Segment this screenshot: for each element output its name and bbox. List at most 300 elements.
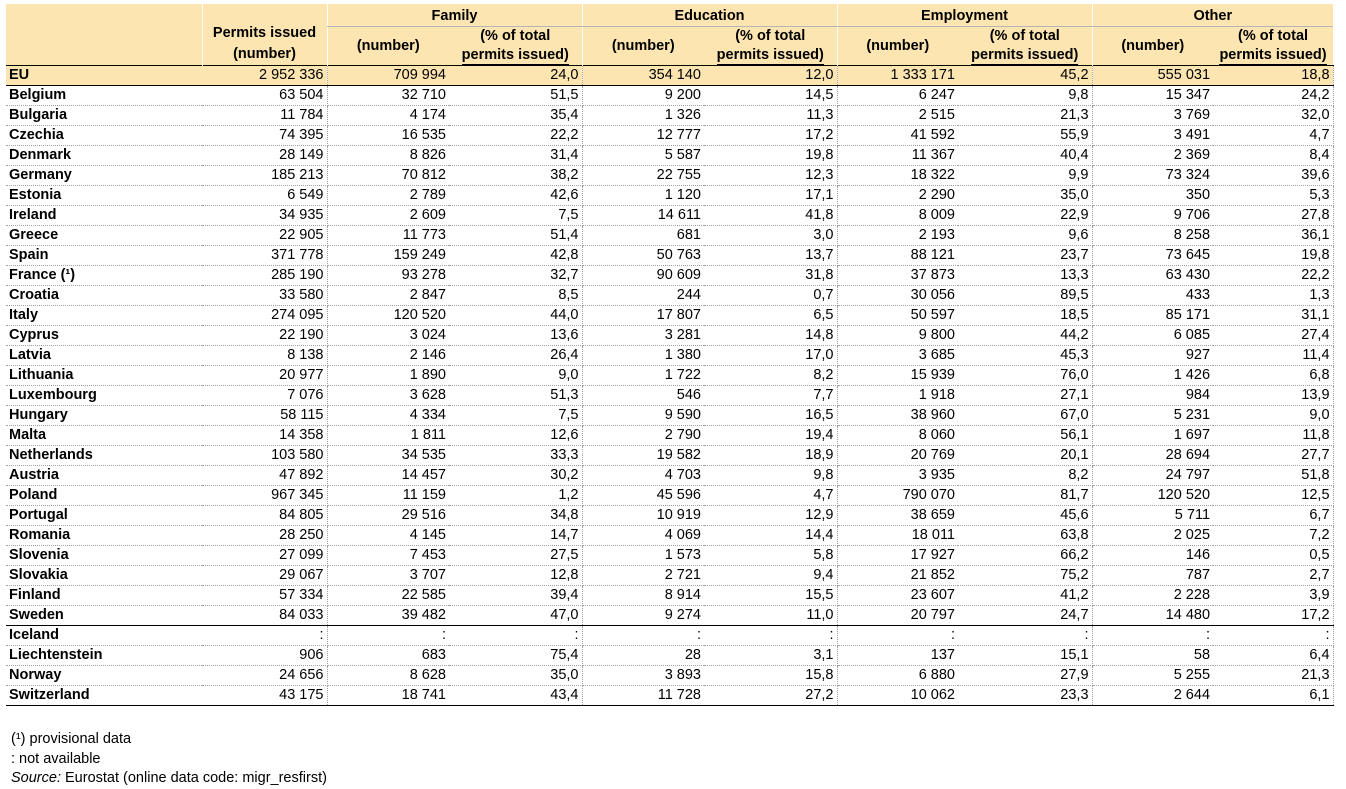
table-cell: 790 070 (837, 486, 958, 506)
table-cell: 433 (1092, 286, 1213, 306)
table-cell: 2 025 (1092, 526, 1213, 546)
table-row (6, 506, 1333, 526)
note-source (11, 769, 327, 789)
table-cell: 2 644 (1092, 686, 1213, 706)
table-cell: 709 994 (327, 66, 449, 86)
row-country-name: Hungary (6, 406, 202, 426)
table-cell: 74 395 (202, 126, 327, 146)
table-cell: 2 146 (327, 346, 449, 366)
table-row (6, 326, 1333, 346)
table-row (6, 346, 1333, 366)
table-cell: 8 009 (837, 206, 958, 226)
table-cell: 1,3 (1213, 286, 1333, 306)
table-cell: 41,8 (704, 206, 837, 226)
table-cell: 33 580 (202, 286, 327, 306)
residence-permits-table (6, 4, 1334, 706)
table-cell: 285 190 (202, 266, 327, 286)
table-cell: 2 193 (837, 226, 958, 246)
table-cell: 58 (1092, 646, 1213, 666)
row-country-name: Germany (6, 166, 202, 186)
table-cell: 27,1 (958, 386, 1092, 406)
table-cell: 24 656 (202, 666, 327, 686)
table-cell: 22 190 (202, 326, 327, 346)
table-cell: 11 773 (327, 226, 449, 246)
table-row (6, 226, 1333, 246)
table-cell: 3 893 (582, 666, 704, 686)
table-cell: 21,3 (958, 106, 1092, 126)
table-cell: 36,1 (1213, 226, 1333, 246)
table-row (6, 166, 1333, 186)
table-cell: 27,2 (704, 686, 837, 706)
table-cell: 39,4 (449, 586, 582, 606)
table-cell: 683 (327, 646, 449, 666)
table-cell: 45 596 (582, 486, 704, 506)
table-row (6, 286, 1333, 306)
table-body (6, 66, 1333, 706)
table-cell: 20 797 (837, 606, 958, 626)
table-cell: 34 535 (327, 446, 449, 466)
table-cell: 2 515 (837, 106, 958, 126)
table-cell: 20,1 (958, 446, 1092, 466)
table-cell: 8 138 (202, 346, 327, 366)
table-cell: 32,7 (449, 266, 582, 286)
table-cell: 28 149 (202, 146, 327, 166)
table-cell: 39,6 (1213, 166, 1333, 186)
header-percent: (% of total permits issued) (704, 27, 837, 66)
table-cell: 5 711 (1092, 506, 1213, 526)
table-cell: 24,0 (449, 66, 582, 86)
note-not-available: : not available (11, 750, 101, 767)
table-cell: : (1213, 626, 1333, 646)
table-cell: 8,2 (958, 466, 1092, 486)
table-cell: 51,3 (449, 386, 582, 406)
table-cell: 63 504 (202, 86, 327, 106)
table-cell: 6,7 (1213, 506, 1333, 526)
header-number: (number) (1092, 27, 1213, 66)
table-cell: 43 175 (202, 686, 327, 706)
table-row (6, 86, 1333, 106)
table-cell: 18,9 (704, 446, 837, 466)
table-row (6, 186, 1333, 206)
table-cell: 34 935 (202, 206, 327, 226)
table-row (6, 246, 1333, 266)
table-cell: 4 703 (582, 466, 704, 486)
table-row (6, 566, 1333, 586)
table-cell: 11,8 (1213, 426, 1333, 446)
table-cell: 90 609 (582, 266, 704, 286)
table-cell: 3 769 (1092, 106, 1213, 126)
table-cell: 6,8 (1213, 366, 1333, 386)
table-cell: 19 582 (582, 446, 704, 466)
table-cell: 927 (1092, 346, 1213, 366)
table-cell: 14,8 (704, 326, 837, 346)
row-country-name: Romania (6, 526, 202, 546)
table-cell: 2,7 (1213, 566, 1333, 586)
table-cell: 58 115 (202, 406, 327, 426)
table-cell: 44,0 (449, 306, 582, 326)
table-cell: 0,7 (704, 286, 837, 306)
table-cell: 354 140 (582, 66, 704, 86)
table-cell: 19,8 (1213, 246, 1333, 266)
table-cell: 7,7 (704, 386, 837, 406)
table-row (6, 586, 1333, 606)
table-cell: 4 174 (327, 106, 449, 126)
table-cell: 8 060 (837, 426, 958, 446)
table-cell: 10 919 (582, 506, 704, 526)
table-cell: 1 722 (582, 366, 704, 386)
table-cell: 15 939 (837, 366, 958, 386)
table-cell: 120 520 (327, 306, 449, 326)
table-cell: 93 278 (327, 266, 449, 286)
table-cell: : (704, 626, 837, 646)
row-country-name: Malta (6, 426, 202, 446)
row-country-name: Belgium (6, 86, 202, 106)
table-cell: 28 250 (202, 526, 327, 546)
table-cell: 12,0 (704, 66, 837, 86)
table-row (6, 406, 1333, 426)
row-country-name: Croatia (6, 286, 202, 306)
table-row (6, 646, 1333, 666)
table-cell: 27,4 (1213, 326, 1333, 346)
table-cell: 35,0 (958, 186, 1092, 206)
table-cell: 28 (582, 646, 704, 666)
table-cell: 3 935 (837, 466, 958, 486)
table-cell: 8,2 (704, 366, 837, 386)
table-cell: 35,4 (449, 106, 582, 126)
table-cell: 2 721 (582, 566, 704, 586)
table-cell: 45,6 (958, 506, 1092, 526)
table-cell: 2 369 (1092, 146, 1213, 166)
table-cell: 12,3 (704, 166, 837, 186)
table-cell: 1 426 (1092, 366, 1213, 386)
table-cell: 13,3 (958, 266, 1092, 286)
table-cell: 29 516 (327, 506, 449, 526)
table-row (6, 486, 1333, 506)
table-cell: 1 890 (327, 366, 449, 386)
header-permits-issued: Permits issued (number) (202, 4, 327, 66)
table-cell: 1 811 (327, 426, 449, 446)
table-cell: 73 324 (1092, 166, 1213, 186)
table-cell: 14,4 (704, 526, 837, 546)
table-cell: 35,0 (449, 666, 582, 686)
table-cell: 73 645 (1092, 246, 1213, 266)
table-cell: 9 274 (582, 606, 704, 626)
row-country-name: Czechia (6, 126, 202, 146)
table-cell: 12,9 (704, 506, 837, 526)
table-cell: 19,4 (704, 426, 837, 446)
table-cell: 76,0 (958, 366, 1092, 386)
header-corner (6, 4, 202, 66)
table-cell: 19,8 (704, 146, 837, 166)
table-cell: 1 333 171 (837, 66, 958, 86)
table-cell: 28 694 (1092, 446, 1213, 466)
table-cell: 12 777 (582, 126, 704, 146)
table-cell: 22 905 (202, 226, 327, 246)
table-cell: 8,5 (449, 286, 582, 306)
table-cell: 14 457 (327, 466, 449, 486)
table-cell: 31,1 (1213, 306, 1333, 326)
table-cell: : (327, 626, 449, 646)
table-notes (11, 730, 327, 789)
header-group-education: Education (582, 4, 837, 27)
table-cell: 8 628 (327, 666, 449, 686)
row-country-name: Finland (6, 586, 202, 606)
table-cell: 17,1 (704, 186, 837, 206)
table-cell: 6 880 (837, 666, 958, 686)
table-cell: 1 697 (1092, 426, 1213, 446)
row-country-name: Slovakia (6, 566, 202, 586)
table-cell: 9,0 (449, 366, 582, 386)
row-country-name: Greece (6, 226, 202, 246)
table-cell: 30,2 (449, 466, 582, 486)
table-cell: 2 789 (327, 186, 449, 206)
table-cell: 50 763 (582, 246, 704, 266)
table-cell: : (582, 626, 704, 646)
table-cell: 3 628 (327, 386, 449, 406)
table-cell: 26,4 (449, 346, 582, 366)
header-number: (number) (837, 27, 958, 66)
table-cell: 11,4 (1213, 346, 1333, 366)
table-row (6, 466, 1333, 486)
table-cell: 66,2 (958, 546, 1092, 566)
table-header (6, 4, 1333, 66)
row-country-name: Norway (6, 666, 202, 686)
table-cell: 146 (1092, 546, 1213, 566)
header-percent: (% of total permits issued) (449, 27, 582, 66)
table-cell: 17,2 (704, 126, 837, 146)
table-cell: 51,4 (449, 226, 582, 246)
table-cell: 40,4 (958, 146, 1092, 166)
table-cell: 371 778 (202, 246, 327, 266)
table-cell: 17,2 (1213, 606, 1333, 626)
table-cell: 34,8 (449, 506, 582, 526)
table-cell: 24,2 (1213, 86, 1333, 106)
header-percent: (% of total permits issued) (958, 27, 1092, 66)
table-cell: 9 200 (582, 86, 704, 106)
table-cell: 84 033 (202, 606, 327, 626)
row-country-name: Lithuania (6, 366, 202, 386)
table-cell: 14 611 (582, 206, 704, 226)
table-cell: 21 852 (837, 566, 958, 586)
table-cell: 14 480 (1092, 606, 1213, 626)
row-country-name: Estonia (6, 186, 202, 206)
table-cell: 2 790 (582, 426, 704, 446)
table-cell: 13,9 (1213, 386, 1333, 406)
table-row (6, 606, 1333, 626)
table-row (6, 546, 1333, 566)
table-cell: 38,2 (449, 166, 582, 186)
table-cell: 6,5 (704, 306, 837, 326)
table-cell: 11,3 (704, 106, 837, 126)
table-cell: 2 952 336 (202, 66, 327, 86)
table-cell: 32 710 (327, 86, 449, 106)
table-cell: 6 085 (1092, 326, 1213, 346)
table-row (6, 666, 1333, 686)
row-country-name: Netherlands (6, 446, 202, 466)
table-cell: 7,2 (1213, 526, 1333, 546)
table-cell: 13,6 (449, 326, 582, 346)
table-cell: 47,0 (449, 606, 582, 626)
row-country-name: France (¹) (6, 266, 202, 286)
table-cell: 22 585 (327, 586, 449, 606)
table-cell: 2 290 (837, 186, 958, 206)
table-cell: 9 706 (1092, 206, 1213, 226)
table-cell: 85 171 (1092, 306, 1213, 326)
table-cell: 63 430 (1092, 266, 1213, 286)
table-cell: 51,8 (1213, 466, 1333, 486)
table-cell: 9 590 (582, 406, 704, 426)
table-cell: 39 482 (327, 606, 449, 626)
table-cell: 4 069 (582, 526, 704, 546)
table-cell: 18 011 (837, 526, 958, 546)
table-cell: 7 453 (327, 546, 449, 566)
table-cell: 18,8 (1213, 66, 1333, 86)
table-cell: 22,2 (1213, 266, 1333, 286)
table-cell: 244 (582, 286, 704, 306)
table-cell: 22 755 (582, 166, 704, 186)
table-cell: 17,0 (704, 346, 837, 366)
table-cell: 63,8 (958, 526, 1092, 546)
source-label: Source: (11, 770, 61, 786)
table-cell: 22,9 (958, 206, 1092, 226)
table-cell: 42,6 (449, 186, 582, 206)
table-cell: 6 549 (202, 186, 327, 206)
table-cell: 8 914 (582, 586, 704, 606)
table-cell: : (449, 626, 582, 646)
table-cell: : (202, 626, 327, 646)
table-cell: 32,0 (1213, 106, 1333, 126)
table-row (6, 66, 1333, 86)
table-cell: 274 095 (202, 306, 327, 326)
table-row (6, 626, 1333, 646)
table-cell: 1 120 (582, 186, 704, 206)
table-cell: 14,5 (704, 86, 837, 106)
table-cell: 5 231 (1092, 406, 1213, 426)
table-cell: 18 322 (837, 166, 958, 186)
source-text: Eurostat (online data code: migr_resfirst) (65, 770, 327, 786)
note-provisional: (¹) provisional data (11, 731, 132, 747)
table-cell: 1 573 (582, 546, 704, 566)
table-cell: 15,1 (958, 646, 1092, 666)
table-cell: 12,8 (449, 566, 582, 586)
table-row (6, 526, 1333, 546)
table-cell: 8 258 (1092, 226, 1213, 246)
table-cell: 41 592 (837, 126, 958, 146)
table-cell: 11 367 (837, 146, 958, 166)
table-cell: 9,8 (704, 466, 837, 486)
table-row (6, 266, 1333, 286)
table-cell: 8 826 (327, 146, 449, 166)
row-country-name: Bulgaria (6, 106, 202, 126)
table-cell: 75,4 (449, 646, 582, 666)
table-cell: 0,5 (1213, 546, 1333, 566)
table-cell: 2 847 (327, 286, 449, 306)
table-cell: 12,6 (449, 426, 582, 446)
table-row (6, 206, 1333, 226)
table-cell: 350 (1092, 186, 1213, 206)
table-cell: 14 358 (202, 426, 327, 446)
table-cell: 14,7 (449, 526, 582, 546)
table-cell: 4,7 (1213, 126, 1333, 146)
table-cell: 27,5 (449, 546, 582, 566)
table-row (6, 106, 1333, 126)
table-cell: 45,2 (958, 66, 1092, 86)
table-cell: 70 812 (327, 166, 449, 186)
table-cell: 546 (582, 386, 704, 406)
table-cell: 1 380 (582, 346, 704, 366)
table-cell: 24 797 (1092, 466, 1213, 486)
table-row (6, 686, 1333, 706)
table-cell: 20 977 (202, 366, 327, 386)
row-country-name: Luxembourg (6, 386, 202, 406)
table-cell: 2 228 (1092, 586, 1213, 606)
table-cell: 43,4 (449, 686, 582, 706)
table-cell: 6 247 (837, 86, 958, 106)
row-country-name: Austria (6, 466, 202, 486)
table-cell: 27,7 (1213, 446, 1333, 466)
table-cell: 23,7 (958, 246, 1092, 266)
table-cell: 21,3 (1213, 666, 1333, 686)
table-cell: 2 609 (327, 206, 449, 226)
table-cell: 84 805 (202, 506, 327, 526)
table-cell: 3 491 (1092, 126, 1213, 146)
table-cell: 51,5 (449, 86, 582, 106)
table-cell: 9 800 (837, 326, 958, 346)
header-group-employment: Employment (837, 4, 1092, 27)
table-cell: 22,2 (449, 126, 582, 146)
table-cell: 16 535 (327, 126, 449, 146)
row-country-name: EU (6, 66, 202, 86)
table-cell: 5,8 (704, 546, 837, 566)
table-cell: 11,0 (704, 606, 837, 626)
table-cell: 24,7 (958, 606, 1092, 626)
table-cell: 15,8 (704, 666, 837, 686)
table-cell: 27,9 (958, 666, 1092, 686)
row-country-name: Sweden (6, 606, 202, 626)
row-country-name: Latvia (6, 346, 202, 366)
table-cell: 10 062 (837, 686, 958, 706)
table-row (6, 426, 1333, 446)
table-cell: 12,5 (1213, 486, 1333, 506)
table-cell: 75,2 (958, 566, 1092, 586)
row-country-name: Iceland (6, 626, 202, 646)
table-cell: 906 (202, 646, 327, 666)
table-cell: 3 707 (327, 566, 449, 586)
table-cell: 17 807 (582, 306, 704, 326)
table-cell: 9,6 (958, 226, 1092, 246)
table-row (6, 146, 1333, 166)
table-cell: 984 (1092, 386, 1213, 406)
table-cell: 17 927 (837, 546, 958, 566)
table-cell: 30 056 (837, 286, 958, 306)
table-row (6, 306, 1333, 326)
table-cell: 16,5 (704, 406, 837, 426)
table-cell: 103 580 (202, 446, 327, 466)
table-cell: 1,2 (449, 486, 582, 506)
table-cell: 5 587 (582, 146, 704, 166)
table-cell: 27,8 (1213, 206, 1333, 226)
table-cell: 38 659 (837, 506, 958, 526)
table-cell: 4 145 (327, 526, 449, 546)
table-cell: 38 960 (837, 406, 958, 426)
table-cell: 23 607 (837, 586, 958, 606)
table-cell: 5,3 (1213, 186, 1333, 206)
table-row (6, 386, 1333, 406)
table-cell: 11 728 (582, 686, 704, 706)
table-cell: 681 (582, 226, 704, 246)
table-cell: 787 (1092, 566, 1213, 586)
table-cell: 44,2 (958, 326, 1092, 346)
